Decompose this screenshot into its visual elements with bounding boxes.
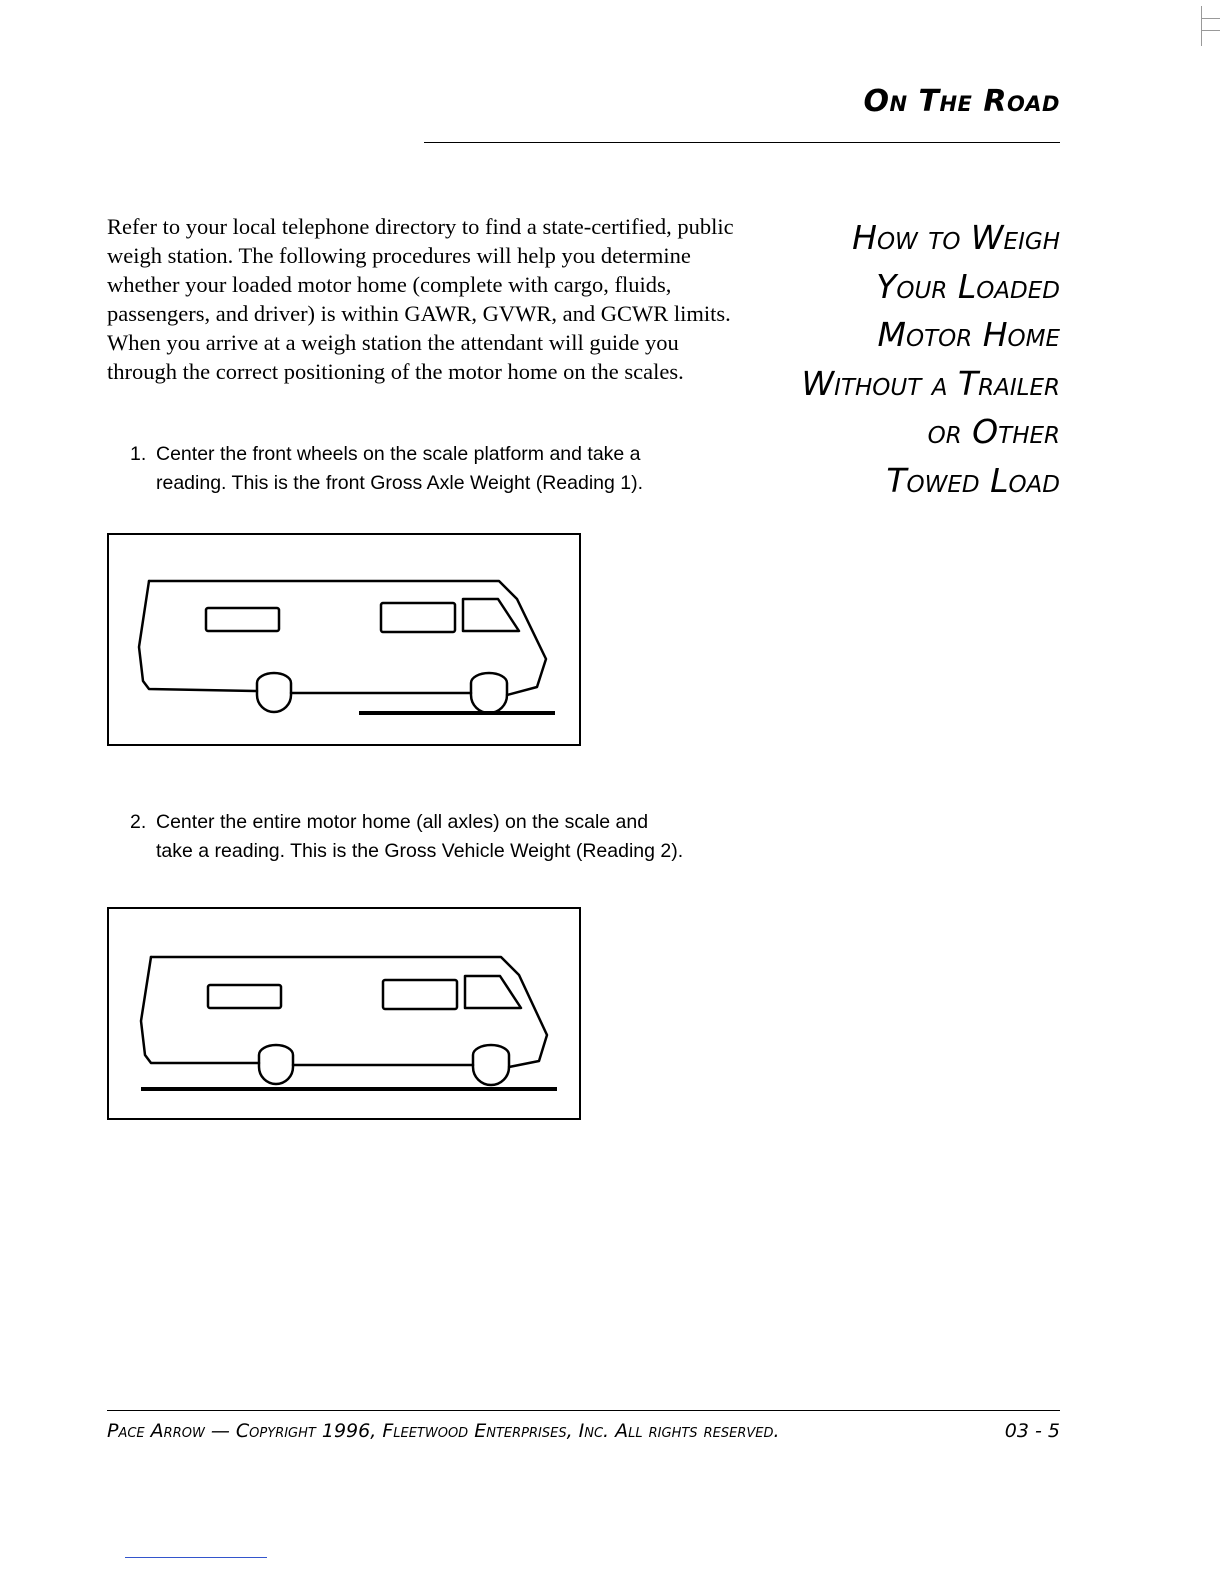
intro-paragraph: Refer to your local telephone directory to find a state-certified, public weigh station. The following procedures will help you determine whether your loaded motor home (complete with cargo, fluids, passengers, and driver) is within GAWR, GVWR, and GCWR limits. When you arrive at a weigh station the attendant will guide you through the correct positioning of the motor home on the scales. (107, 214, 734, 384)
chapter-title: On The Road (863, 84, 1060, 119)
front-wheel (473, 1045, 509, 1085)
rear-wheel (259, 1045, 293, 1084)
page-number: 03 - 5 (1004, 1420, 1060, 1442)
motorhome-body-outline (139, 581, 257, 691)
step-1 (130, 440, 750, 498)
step-number: 2. (130, 811, 147, 833)
windshield (463, 599, 519, 631)
side-window (381, 603, 455, 632)
windshield (465, 976, 521, 1008)
footer-divider (107, 1410, 1060, 1411)
side-window (383, 980, 457, 1009)
section-heading-line: How to Weigh (852, 218, 1060, 257)
scan-artifact-line (125, 1557, 267, 1558)
side-window (208, 985, 281, 1008)
step-text-line: reading. This is the front Gross Axle Weight (Reading 1). (156, 472, 644, 494)
step-text-line: Center the entire motor home (all axles) on the scale and (156, 811, 649, 833)
section-heading-line: Motor Home (877, 315, 1060, 354)
scan-corner-mark (1201, 6, 1222, 46)
rear-wheel (257, 673, 291, 712)
section-heading-line: Towed Load (886, 460, 1060, 500)
step-text-line: Center the front wheels on the scale platform and take a (156, 443, 641, 465)
footer-copyright: Pace Arrow — Copyright 1996, Fleetwood Enterprises, Inc. All rights reserved. (107, 1420, 780, 1442)
front-wheel (471, 673, 507, 713)
figure-all-axles-weighing (107, 907, 581, 1120)
motorhome-all-axles-on-scale-illustration (109, 909, 579, 1118)
motorhome-front-axle-on-scale-illustration (109, 535, 579, 744)
step-text-line: take a reading. This is the Gross Vehicle Weight (Reading 2). (156, 840, 684, 862)
step-number: 1. (130, 443, 147, 465)
section-heading (802, 214, 1060, 505)
motorhome-body-outline (151, 957, 547, 1067)
section-heading-line: or Other (927, 412, 1060, 451)
section-heading-line: Your Loaded (876, 266, 1060, 306)
step-2 (130, 808, 750, 866)
figure-front-axle-weighing (107, 533, 581, 746)
side-window (206, 608, 279, 631)
header-divider (424, 142, 1060, 143)
motorhome-body-outline (141, 957, 259, 1063)
section-heading-line: Without a Trailer (801, 363, 1060, 403)
